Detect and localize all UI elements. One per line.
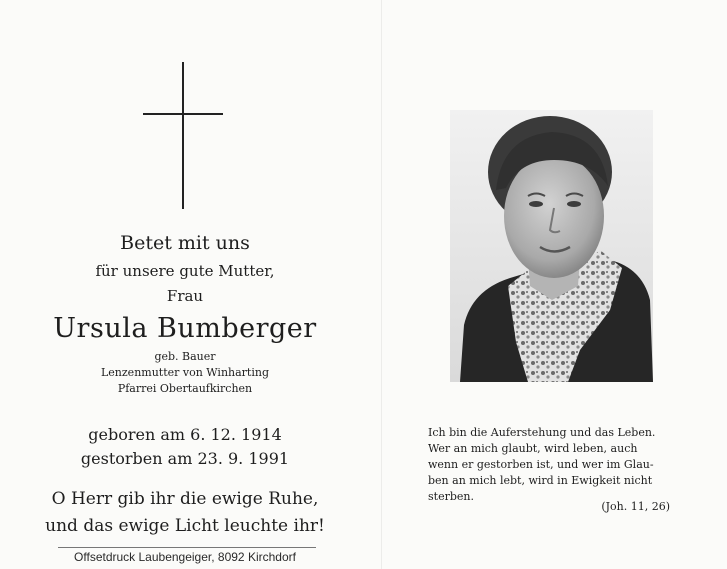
- birth-date: geboren am 6. 12. 1914: [88, 425, 282, 444]
- title-text: Frau: [166, 287, 204, 305]
- printer-credit: Offsetdruck Laubengeiger, 8092 Kirchdorf: [74, 550, 296, 564]
- death-date: gestorben am 23. 9. 1991: [80, 449, 290, 468]
- cross-vertical-bar: [182, 62, 184, 209]
- verse-line: wenn er gestorben ist, und wer im Glau-: [428, 458, 654, 471]
- prayer-line-1: O Herr gib ihr die ewige Ruhe,: [51, 489, 319, 509]
- for-line: für unsere gute Mutter,: [95, 262, 275, 280]
- maiden-name: geb. Bauer: [154, 350, 216, 363]
- verse-line: Ich bin die Auferstehung und das Leben.: [428, 426, 656, 439]
- occupation: Lenzenmutter von Winharting: [100, 366, 269, 379]
- cross-horizontal-bar: [143, 113, 223, 115]
- parish: Pfarrei Obertaufkirchen: [117, 382, 253, 395]
- verse-line: sterben.: [428, 490, 474, 503]
- bible-verse: [428, 425, 670, 505]
- verse-line: ben an mich lebt, wird in Ewigkeit nicht: [428, 474, 653, 487]
- divider: [58, 547, 316, 548]
- deceased-name: Ursula Bumberger: [53, 313, 317, 344]
- portrait-photo: [450, 110, 653, 382]
- verse-line: Wer an mich glaubt, wird leben, auch: [428, 442, 638, 455]
- verse-reference: (Joh. 11, 26): [601, 500, 670, 513]
- intro-text: Betet mit uns: [120, 232, 250, 254]
- card-fold: [381, 0, 382, 569]
- prayer-line-2: und das ewige Licht leuchte ihr!: [45, 516, 325, 536]
